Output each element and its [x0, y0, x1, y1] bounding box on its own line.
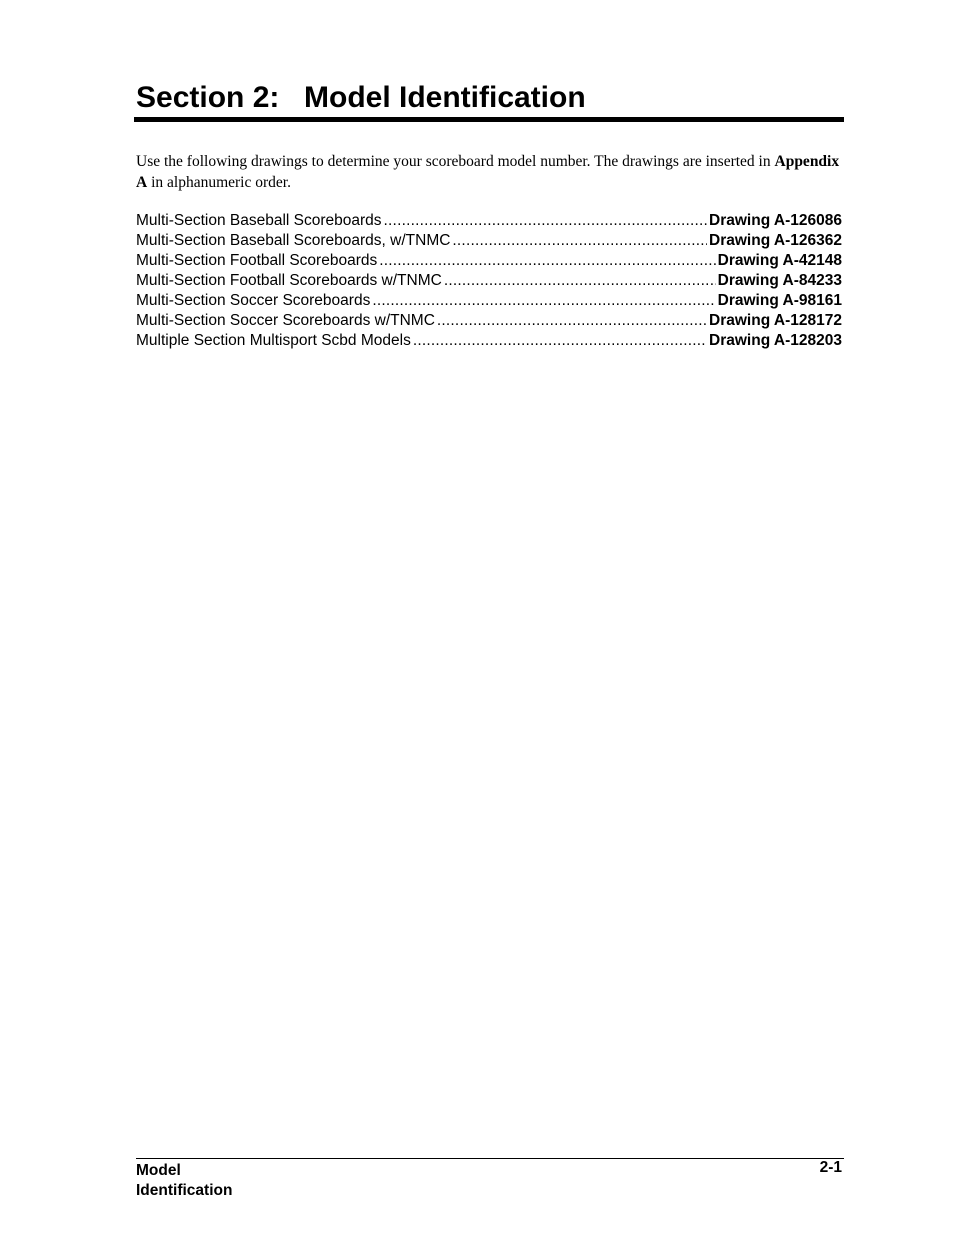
- list-item: [136, 251, 842, 271]
- list-item-label: Multiple Section Multisport Scbd Models: [136, 332, 411, 349]
- list-item: [136, 291, 842, 311]
- dot-leader: [413, 331, 707, 351]
- list-item-label: Multi-Section Baseball Scoreboards: [136, 212, 382, 229]
- list-item-drawing-ref: Drawing A-42148: [717, 252, 842, 269]
- section-title-text: Model Identification: [304, 81, 586, 114]
- title-rule: [134, 117, 844, 122]
- list-item: [136, 331, 842, 351]
- section-number: Section 2:: [136, 81, 280, 114]
- list-item-label: Multi-Section Football Scoreboards w/TNMC: [136, 272, 442, 289]
- dot-leader: [452, 231, 707, 251]
- list-item-drawing-ref: Drawing A-128172: [709, 312, 842, 329]
- footer-section-name: [136, 1161, 232, 1201]
- page-number: 2-1: [819, 1159, 842, 1176]
- page-title: [136, 78, 844, 118]
- footer-rule: [136, 1158, 844, 1159]
- dot-leader: [372, 291, 715, 311]
- list-item-drawing-ref: Drawing A-128203: [709, 332, 842, 349]
- list-item: [136, 311, 842, 331]
- list-item-label: Multi-Section Football Scoreboards: [136, 252, 378, 269]
- intro-text-before: Use the following drawings to determine your scoreboard model number. The drawings are inserted in: [136, 153, 775, 170]
- dot-leader: [384, 211, 707, 231]
- intro-bold-appendix: Appendix A: [136, 153, 840, 191]
- dot-leader: [379, 251, 715, 271]
- list-item-drawing-ref: Drawing A-126086: [709, 212, 842, 229]
- list-item-drawing-ref: Drawing A-84233: [717, 272, 842, 289]
- list-item-drawing-ref: Drawing A-126362: [709, 232, 842, 249]
- list-item: [136, 271, 842, 291]
- list-item-drawing-ref: Drawing A-98161: [717, 292, 842, 309]
- list-item: [136, 211, 842, 231]
- list-item-label: Multi-Section Soccer Scoreboards w/TNMC: [136, 312, 435, 329]
- dot-leader: [444, 271, 716, 291]
- section-header: [136, 78, 844, 118]
- footer-line-1: Model: [136, 1162, 181, 1179]
- dot-leader: [437, 311, 707, 331]
- list-item: [136, 231, 842, 251]
- footer-line-2: Identification: [136, 1182, 233, 1199]
- intro-paragraph: [136, 151, 844, 193]
- list-item-label: Multi-Section Soccer Scoreboards: [136, 292, 371, 309]
- list-item-label: Multi-Section Baseball Scoreboards, w/TNMC: [136, 232, 451, 249]
- intro-text-after: in alphanumeric order.: [147, 174, 291, 191]
- drawing-list: [136, 211, 842, 351]
